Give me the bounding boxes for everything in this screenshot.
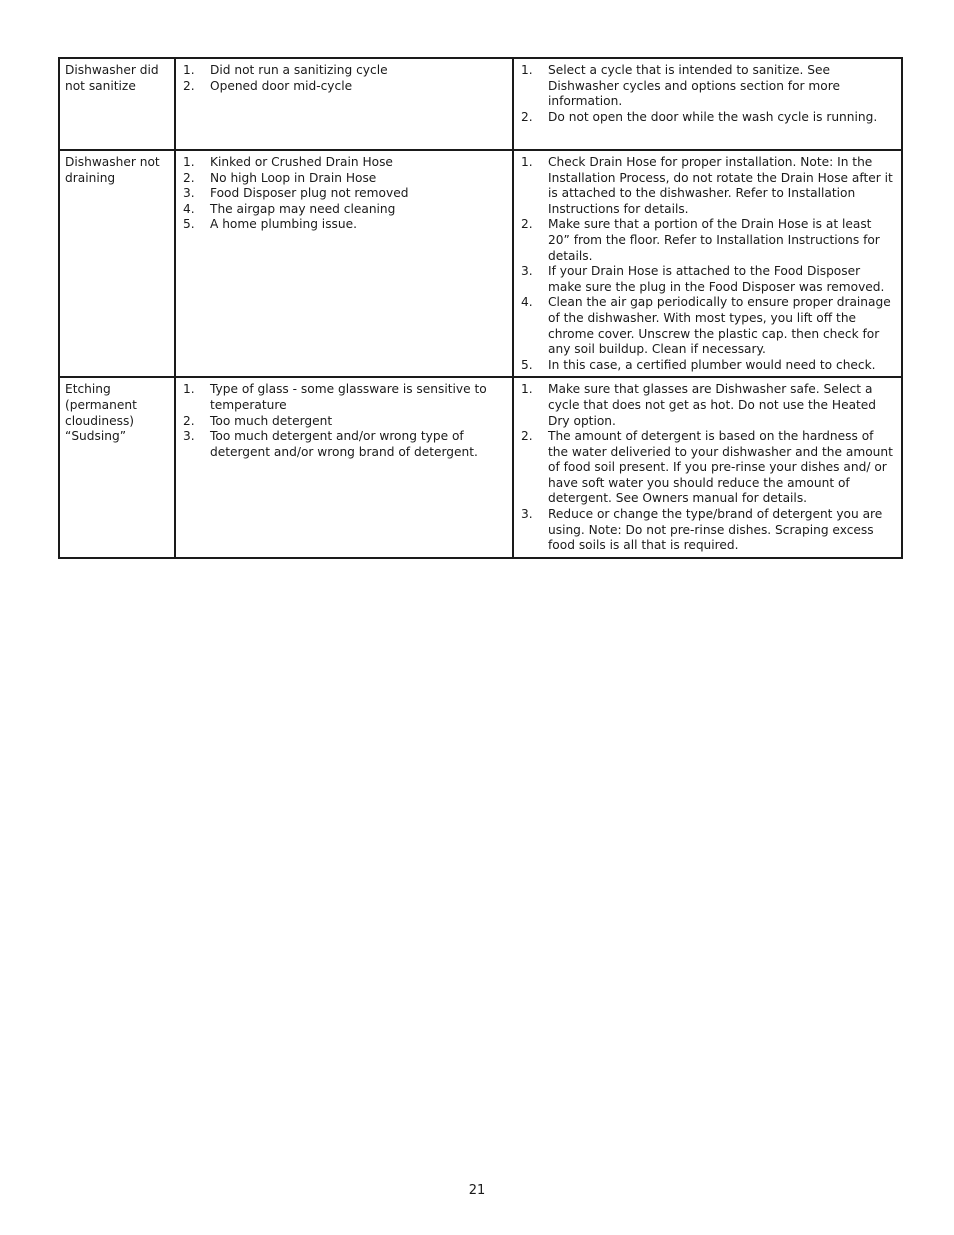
cause-item [181,155,507,171]
cause-text: Opened door mid-cycle [210,78,353,93]
table-row [59,377,902,558]
problem-cell [59,377,175,558]
solution-number: 3. [521,507,533,522]
solution-item [519,295,896,357]
cause-number: 1. [183,63,195,77]
solution-item [519,217,896,264]
solution-text: If your Drain Hose is attached to the Food Disposer make sure the plug in the Food Disposer was removed. [548,264,885,294]
page-number: 21 [468,1183,486,1198]
cause-list [181,63,507,94]
cause-text: Too much detergent and/or wrong type of detergent and/or wrong brand of detergent. [210,429,478,459]
solution-item [519,264,896,295]
problem-text: Dishwasher did not sanitize [65,63,159,93]
cause-number: 1. [183,382,195,397]
cause-list [181,382,507,460]
solution-text: Make sure that glasses are Dishwasher safe. Select a cycle that does not get as hot. Do not use the Heated Dry option. [548,382,877,428]
cause-text: Too much detergent [210,413,333,428]
cause-text: No high Loop in Drain Hose [210,170,377,185]
cause-number: 2. [183,78,195,93]
solution-text: Reduce or change the type/brand of detergent you are using. Note: Do not pre-rinse dishes. Scraping excess food soils is all that is required. [548,507,883,553]
cause-list [181,155,507,233]
cause-number: 5. [183,217,195,232]
table-body [59,58,902,558]
cause-item [181,217,507,233]
solution-list [519,155,896,373]
solution-cell [513,377,902,558]
troubleshooting-table [58,57,903,559]
table-row [59,150,902,377]
cause-item [181,171,507,187]
cause-text: Kinked or Crushed Drain Hose [210,155,393,169]
cause-cell [175,377,513,558]
solution-text: In this case, a certified plumber would need to check. [548,357,876,372]
cause-number: 3. [183,429,195,444]
solution-text: The amount of detergent is based on the hardness of the water deliveried to your dishwasher and the amount of food soil present. If you pre-rinse your dishes and/ or have soft water you should reduce the amount of detergent. See Owners manual for details. [548,429,893,506]
solution-item [519,429,896,507]
solution-list [519,63,896,125]
cause-text: Type of glass - some glassware is sensitive to temperature [210,382,487,412]
cause-number: 1. [183,155,195,169]
cause-item [181,186,507,202]
solution-item [519,507,896,554]
cause-item [181,429,507,460]
problem-text: Etching (permanent cloudiness) “Sudsing” [65,382,137,444]
cause-item [181,382,507,413]
cause-cell [175,150,513,377]
solution-item [519,358,896,374]
solution-text: Do not open the door while the wash cycle is running. [548,109,878,124]
solution-number: 5. [521,357,533,372]
solution-number: 1. [521,382,533,397]
cause-number: 3. [183,186,195,201]
problem-cell [59,150,175,377]
table-row [59,58,902,150]
solution-number: 1. [521,63,533,77]
cause-text: The airgap may need cleaning [210,201,396,216]
solution-item [519,382,896,429]
solution-number: 2. [521,429,533,444]
cause-text: Food Disposer plug not removed [210,186,409,201]
solution-text: Select a cycle that is intended to sanitize. See Dishwasher cycles and options section for more information. [548,63,840,109]
solution-text: Clean the air gap periodically to ensure proper drainage of the dishwasher. With most types, you lift off the chrome cover. Unscrew the plastic cap. then check for any soil buildup. Clean if necessary. [548,295,891,357]
solution-number: 2. [521,217,533,232]
cause-number: 2. [183,413,195,428]
cause-item [181,202,507,218]
solution-text: Check Drain Hose for proper installation. Note: In the Installation Process, do not rotate the Drain Hose after it is attached to the dishwasher. Refer to Installation Instructions for details. [548,155,893,216]
cause-item [181,63,507,79]
cause-cell [175,58,513,150]
problem-text: Dishwasher not draining [65,155,160,185]
solution-cell [513,150,902,377]
solution-text: Make sure that a portion of the Drain Hose is at least 20” from the floor. Refer to Installation Instructions for details. [548,217,880,263]
solution-cell [513,58,902,150]
cause-item [181,79,507,95]
cause-text: Did not run a sanitizing cycle [210,63,388,77]
cause-text: A home plumbing issue. [210,217,357,232]
cause-number: 4. [183,201,195,216]
solution-number: 4. [521,295,533,310]
solution-number: 3. [521,264,533,279]
solution-item [519,155,896,217]
solution-number: 2. [521,109,533,124]
cause-item [181,414,507,430]
solution-item [519,63,896,110]
solution-item [519,110,896,126]
problem-cell [59,58,175,150]
cause-number: 2. [183,170,195,185]
solution-number: 1. [521,155,533,169]
solution-list [519,382,896,554]
